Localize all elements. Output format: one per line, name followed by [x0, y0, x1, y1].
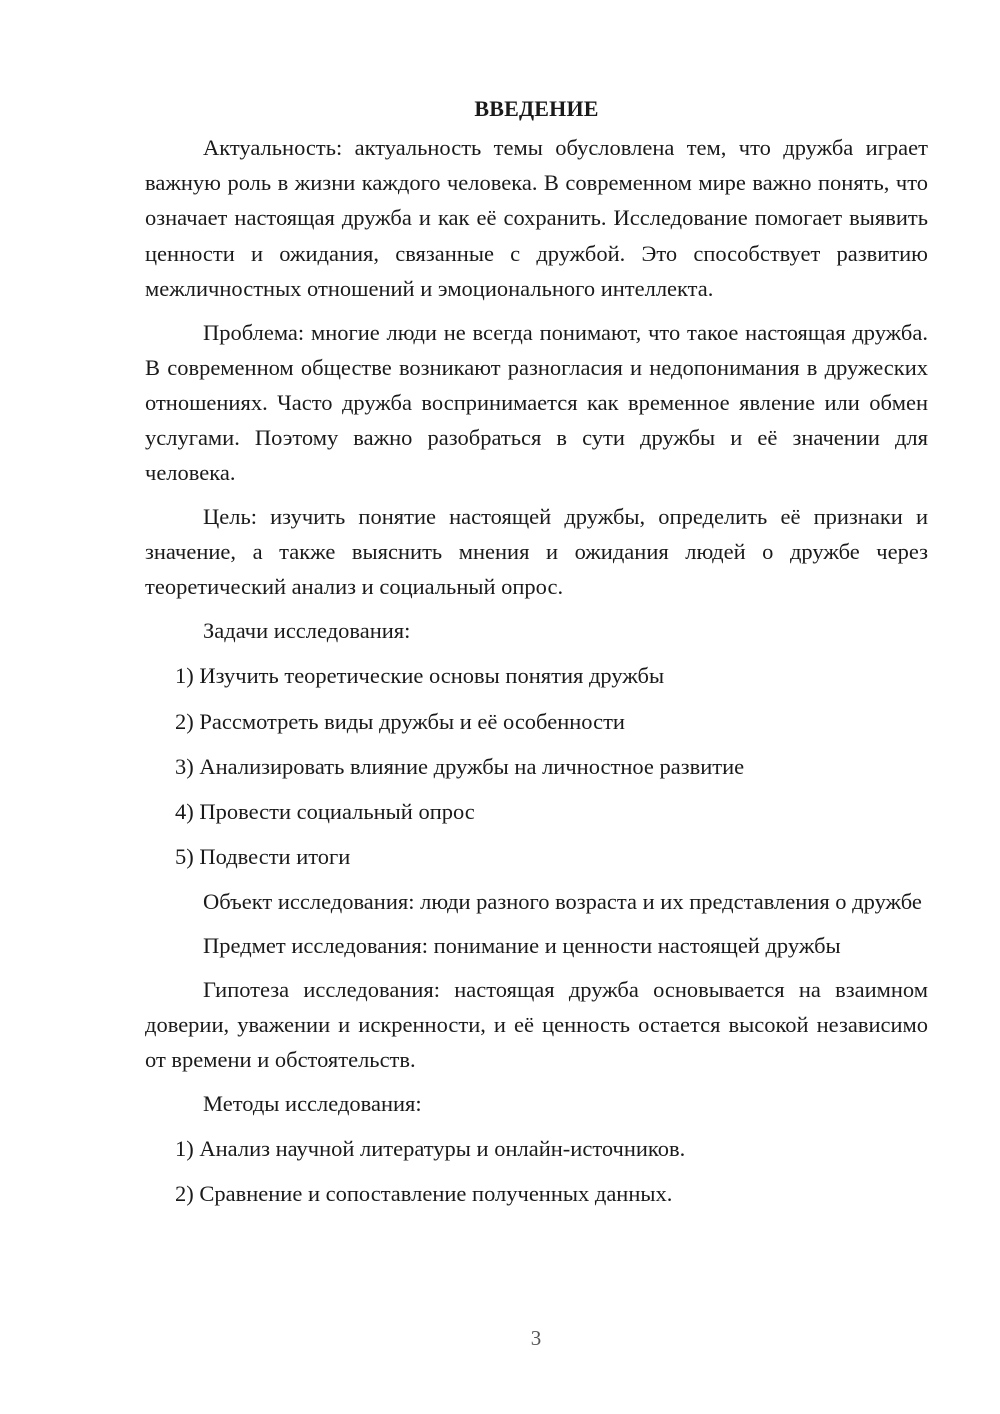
paragraph-hypothesis: Гипотеза исследования: настоящая дружба основывается на взаимном доверии, уважении и искренности, и её ценность остается высокой независимо от времени и обстоятельств.: [145, 976, 928, 1073]
page-number: 3: [530, 1326, 542, 1350]
list-item-task-2: 2) Рассмотреть виды дружбы и её особенности: [175, 708, 625, 734]
methods-heading: Методы исследования:: [203, 1090, 422, 1116]
paragraph-relevance: Актуальность: актуальность темы обусловлена тем, что дружба играет важную роль в жизни каждого человека. В современном мире важно понять, что означает настоящая дружба и как её сохранить. Исследование помогает выявить ценности и ожидания, связанные с дружбой. Это способствует развитию межличностных отношений и эмоционального интеллекта.: [145, 135, 928, 301]
list-item-method-2: 2) Сравнение и сопоставление полученных данных.: [175, 1181, 673, 1207]
list-item-task-3: 3) Анализировать влияние дружбы на личностное развитие: [175, 753, 745, 779]
paragraph-object: Объект исследования: люди разного возраста и их представления о дружбе: [203, 889, 922, 915]
tasks-heading: Задачи исследования:: [203, 618, 411, 644]
paragraph-problem: Проблема: многие люди не всегда понимают, что такое настоящая дружба. В современном обществе возникают разногласия и недопонимания в дружеских отношениях. Часто дружба воспринимается как временное явление или обмен услугами. Поэтому важно разобраться в сути дружбы и её значении для человека.: [145, 319, 928, 486]
paragraph-subject: Предмет исследования: понимание и ценности настоящей дружбы: [203, 933, 841, 959]
list-item-method-1: 1) Анализ научной литературы и онлайн-источников.: [175, 1136, 686, 1162]
page-title: ВВЕДЕНИЕ: [474, 96, 599, 121]
paragraph-goal: Цель: изучить понятие настоящей дружбы, определить её признаки и значение, а также выяснить мнения и ожидания людей о дружбе через теоретический анализ и социальный опрос.: [145, 504, 928, 600]
document-page: [145, 92, 928, 1221]
list-item-task-4: 4) Провести социальный опрос: [175, 798, 475, 824]
list-item-task-1: 1) Изучить теоретические основы понятия дружбы: [175, 663, 665, 689]
list-item-task-5: 5) Подвести итоги: [175, 844, 351, 870]
